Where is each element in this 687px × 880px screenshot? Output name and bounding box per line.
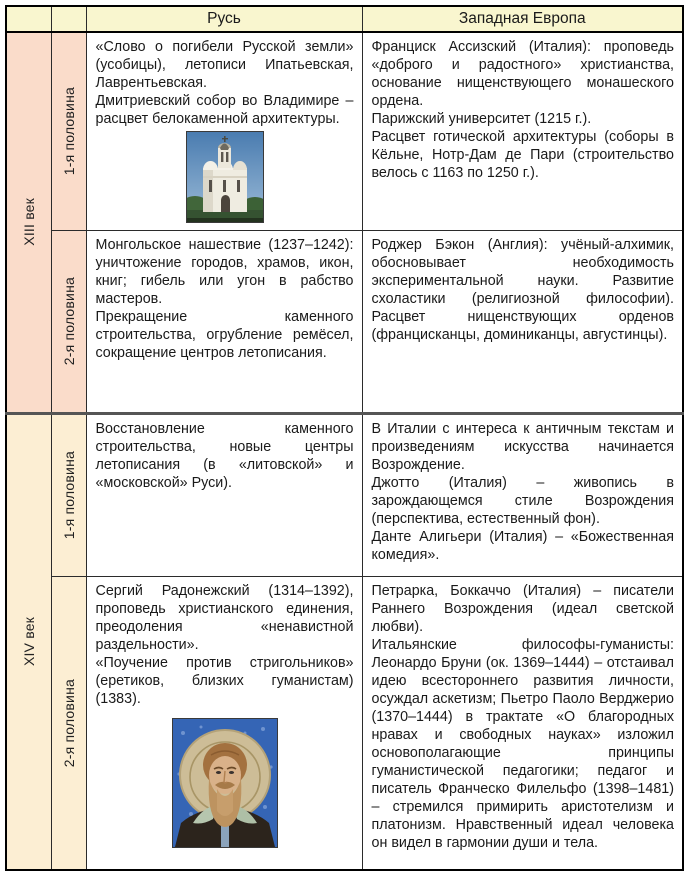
half-label-xiii-2-text: 2-я половина (60, 276, 77, 366)
paragraph: Данте Алигьери (Италия) – «Божественная комедия». (371, 528, 674, 563)
paragraph: Дмитриевский собор во Владимире – расцвет белокаменной архитектуры. (95, 93, 354, 127)
paragraph: Восстановление каменного строительства, новые центры летописания (в «литовской» и «московской» Руси). (95, 420, 354, 491)
cell-rus-xiv-2 (86, 576, 362, 870)
row-xiii-first-half (6, 32, 683, 230)
paragraph: Франциск Ассизский (Италия): проповедь «доброго и радостного» христианства, основание нищенствующего монашеского ордена. (371, 39, 674, 109)
table-header-row (6, 6, 683, 32)
paragraph: Сергий Радонежский (1314–1392), проповедь христианского единения, преодоления «ненавистной раздельности». (95, 582, 354, 653)
dmitrievsky-cathedral-photo (96, 131, 354, 223)
paragraph: «Поучение против стригольников» (еретиков, близких гуманистам) (1383). (95, 654, 354, 707)
half-label-xiv-2-text: 2-я половина (60, 678, 77, 767)
row-xiii-second-half (6, 230, 683, 413)
century-label-xiii-text: XIII век (20, 198, 37, 247)
paragraph: Парижский университет (1215 г.). (371, 111, 592, 127)
half-label-xiii-1 (51, 32, 86, 230)
half-label-xiv-1-text: 1-я половина (60, 450, 77, 540)
paragraph: Роджер Бэкон (Англия): учёный-алхимик, обосновывает необходимость экспериментальной науки. Развитие схоластики (религиозной философии). Расцвет нищенствующих орденов (францисканцы, доминиканцы, августинцы). (371, 236, 674, 343)
paragraph: «Слово о погибели Русской земли» (усобицы), летописи Ипатьевская, Лаврентьевская. (95, 39, 354, 91)
cell-rus-xiv-1 (86, 413, 362, 576)
cell-europe-xiii-2 (362, 230, 683, 413)
century-label-xiv-text: XIV век (20, 617, 37, 667)
paragraph: Прекращение каменного строительства, огрубление ремёсел, сокращение центров летописания. (95, 308, 354, 361)
cell-europe-xiii-1 (362, 32, 683, 230)
half-label-xiii-2 (51, 230, 86, 413)
comparison-table (5, 5, 684, 871)
paragraph: Монгольское нашествие (1237–1242): уничтожение городов, храмов, икон, книг; гибель или угон в рабство мастеров. (95, 236, 354, 307)
half-label-xiv-2 (51, 576, 86, 870)
century-label-xiii (6, 32, 51, 413)
column-header-europe: Западная Европа (362, 6, 683, 32)
paragraph: Расцвет готической архитектуры (соборы в Кёльне, Нотр-Дам де Пари (строительство велось с 1163 по 1250 г.). (371, 129, 674, 181)
cell-europe-xiv-2 (362, 576, 683, 870)
paragraph: Джотто (Италия) – живопись в зарождающемся стиле Возрождения (перспектива, естественный фон). (371, 474, 674, 527)
century-label-xiv (6, 413, 51, 870)
paragraph: Петрарка, Боккаччо (Италия) – писатели Раннего Возрождения (идеал светской любви). (371, 582, 674, 635)
sergius-icon-image (172, 718, 278, 848)
row-xiv-first-half (6, 413, 683, 576)
row-xiv-second-half (6, 576, 683, 870)
corner-cell-half (51, 6, 86, 32)
cell-rus-xiii-1 (86, 32, 362, 230)
cell-europe-xiv-1 (362, 413, 683, 576)
corner-cell-century (6, 6, 51, 32)
sergius-radonezhsky-icon (96, 718, 354, 848)
cell-rus-xiii-2 (86, 230, 362, 413)
paragraph: В Италии с интереса к античным текстам и произведениям искусства начинается Возрождение. (371, 420, 674, 473)
column-header-rus: Русь (86, 6, 362, 32)
cathedral-image (186, 131, 264, 223)
half-label-xiv-1 (51, 413, 86, 576)
paragraph: Итальянские философы-гуманисты: Леонардо Бруни (ок. 1369–1444) – отстаивал идею всестороннего развития личности, осуждал аскетизм; Пьетро Паоло Верджерио (1370–1444) в трактате «О благородных нравах и свободных науках» изложил основополагающие принципы гуманистической педагогики; педагог и писатель Франческо Филельфо (1398–1481) – стремился примирить аристотелизм и платонизм. Нравственный идеал человека он видел в гармонии души и тела. (371, 636, 674, 851)
half-label-xiii-1-text: 1-я половина (60, 87, 77, 176)
